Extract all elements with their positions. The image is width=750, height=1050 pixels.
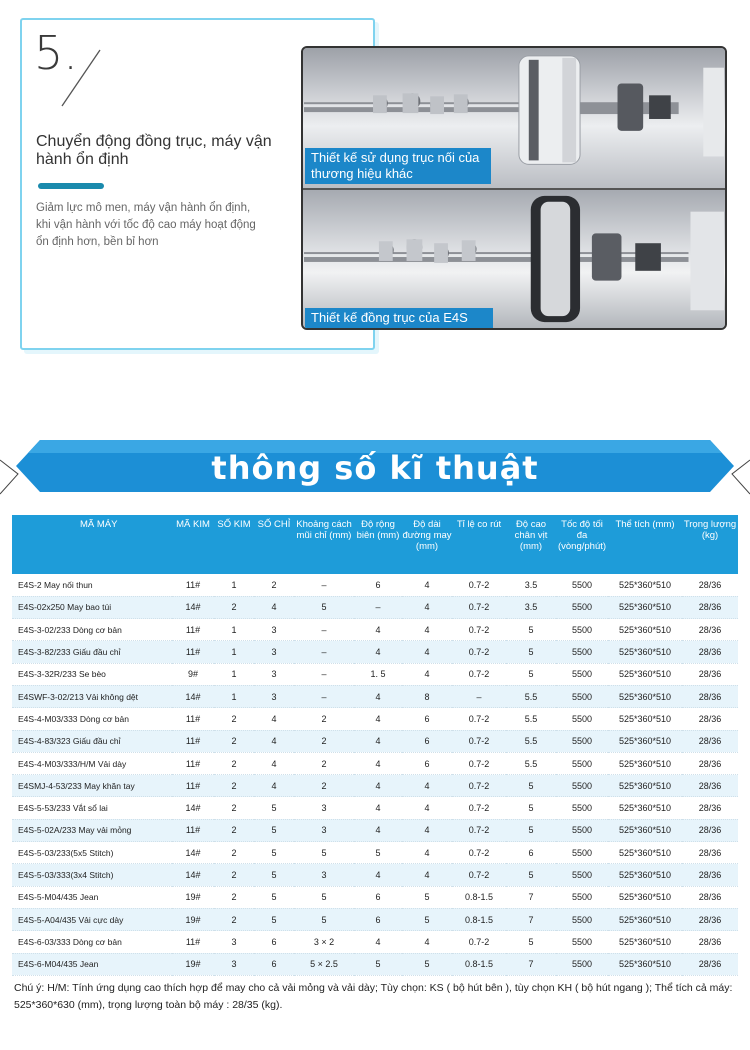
- table-cell: 5500: [556, 641, 608, 663]
- table-cell: 5: [506, 819, 556, 841]
- table-cell: 4: [354, 730, 402, 752]
- table-cell: 5: [294, 908, 354, 930]
- table-row: [12, 641, 738, 663]
- slash-decoration: [60, 48, 102, 108]
- table-cell: 4: [402, 596, 452, 618]
- table-cell: 3: [294, 797, 354, 819]
- table-cell: 525*360*510: [608, 752, 682, 774]
- table-cell: 5: [354, 953, 402, 975]
- table-cell: 28/36: [682, 730, 738, 752]
- table-row: [12, 619, 738, 641]
- table-cell: 6: [354, 908, 402, 930]
- table-cell: 6: [254, 953, 294, 975]
- table-cell: 28/36: [682, 953, 738, 975]
- table-cell: 2: [214, 797, 254, 819]
- header-weight: Trọng lượng (kg): [682, 515, 738, 574]
- table-cell: 9#: [172, 663, 214, 685]
- table-cell: 0.7-2: [452, 819, 506, 841]
- table-cell: 1: [214, 574, 254, 596]
- table-header: [12, 515, 738, 574]
- table-cell: 525*360*510: [608, 797, 682, 819]
- footnote: Chú ý: H/M: Tính ứng dụng cao thích hợp để may cho cả vải mỏng và vải dày; Tùy chọn: KS ( bộ hút bên ), tùy chọn KH ( bộ hút ngang ); Thể tích cả máy: 525*360*630 (mm), trọng lượng toàn bộ máy : 28/35 (kg).: [14, 982, 733, 1011]
- table-cell: –: [294, 685, 354, 707]
- table-cell: 5: [294, 596, 354, 618]
- table-cell: 5500: [556, 775, 608, 797]
- header-presser-height: Độ cao chân vịt (mm): [506, 515, 556, 574]
- table-cell: 11#: [172, 619, 214, 641]
- table-cell: 19#: [172, 908, 214, 930]
- cell-model: E4S-3-32R/233 Se bèo: [12, 663, 172, 685]
- table-cell: 5: [254, 819, 294, 841]
- table-row: [12, 953, 738, 975]
- table-cell: 0.7-2: [452, 619, 506, 641]
- table-cell: 5: [506, 931, 556, 953]
- table-cell: 525*360*510: [608, 908, 682, 930]
- table-cell: 525*360*510: [608, 596, 682, 618]
- table-cell: 11#: [172, 708, 214, 730]
- table-cell: 14#: [172, 596, 214, 618]
- table-cell: 525*360*510: [608, 619, 682, 641]
- table-cell: 0.8-1.5: [452, 886, 506, 908]
- table-cell: 5500: [556, 842, 608, 864]
- table-cell: 7: [506, 953, 556, 975]
- table-cell: 14#: [172, 842, 214, 864]
- table-cell: 5: [506, 619, 556, 641]
- table-row: [12, 819, 738, 841]
- table-cell: 11#: [172, 819, 214, 841]
- table-cell: 2: [214, 819, 254, 841]
- table-cell: 7: [506, 908, 556, 930]
- table-cell: 5500: [556, 619, 608, 641]
- table-cell: 3: [254, 685, 294, 707]
- header-shrink-ratio: Tỉ lệ co rút: [452, 515, 506, 574]
- table-cell: 4: [402, 931, 452, 953]
- cell-model: E4S-4-M03/333/H/M Vải dày: [12, 752, 172, 774]
- table-cell: 6: [506, 842, 556, 864]
- table-cell: 4: [402, 619, 452, 641]
- table-cell: 4: [354, 752, 402, 774]
- table-body: [12, 574, 738, 975]
- table-cell: 5500: [556, 953, 608, 975]
- cell-model: E4S-5-03/233(5x5 Stitch): [12, 842, 172, 864]
- cell-model: E4SMJ-4-53/233 May khăn tay: [12, 775, 172, 797]
- table-cell: 19#: [172, 953, 214, 975]
- table-cell: 8: [402, 685, 452, 707]
- table-cell: 28/36: [682, 886, 738, 908]
- table-cell: 5: [506, 797, 556, 819]
- table-cell: 5: [254, 797, 294, 819]
- caption-e4s: Thiết kế đồng trục của E4S: [305, 308, 493, 328]
- table-cell: 4: [402, 775, 452, 797]
- table-cell: 6: [354, 574, 402, 596]
- table-cell: 0.7-2: [452, 752, 506, 774]
- table-row: [12, 886, 738, 908]
- cell-model: E4S-5-A04/435 Vải cực dày: [12, 908, 172, 930]
- table-row: [12, 864, 738, 886]
- table-cell: 28/36: [682, 908, 738, 930]
- table-cell: 4: [254, 730, 294, 752]
- table-cell: 5500: [556, 685, 608, 707]
- table-cell: 4: [254, 775, 294, 797]
- table-cell: 525*360*510: [608, 931, 682, 953]
- table-cell: 28/36: [682, 574, 738, 596]
- photo-divider: [303, 188, 725, 190]
- table-cell: 525*360*510: [608, 775, 682, 797]
- table-cell: 5: [402, 953, 452, 975]
- table-cell: 19#: [172, 886, 214, 908]
- table-cell: –: [294, 619, 354, 641]
- feature-title: Chuyển động đồng trục, máy vận hành ổn định: [36, 133, 272, 168]
- table-cell: 4: [354, 708, 402, 730]
- table-cell: 0.8-1.5: [452, 953, 506, 975]
- table-cell: 0.8-1.5: [452, 908, 506, 930]
- accent-bar: [38, 183, 104, 189]
- table-cell: 28/36: [682, 708, 738, 730]
- table-cell: 5500: [556, 663, 608, 685]
- cell-model: E4S-6-03/333 Dòng cơ bản: [12, 931, 172, 953]
- table-cell: 4: [354, 641, 402, 663]
- header-needle-code: MÃ KIM: [172, 515, 214, 574]
- table-cell: 28/36: [682, 752, 738, 774]
- table-cell: 4: [254, 708, 294, 730]
- table-cell: 525*360*510: [608, 641, 682, 663]
- table-cell: 5500: [556, 596, 608, 618]
- table-cell: 4: [254, 596, 294, 618]
- table-cell: 5.5: [506, 708, 556, 730]
- table-cell: 5: [254, 864, 294, 886]
- table-cell: 0.7-2: [452, 842, 506, 864]
- header-needle-count: SỐ KIM: [214, 515, 254, 574]
- table-cell: 28/36: [682, 797, 738, 819]
- table-cell: 0.7-2: [452, 641, 506, 663]
- table-cell: 525*360*510: [608, 730, 682, 752]
- table-cell: –: [354, 596, 402, 618]
- table-cell: 4: [354, 864, 402, 886]
- table-row: [12, 775, 738, 797]
- header-volume: Thể tích (mm): [608, 515, 682, 574]
- table-cell: 2: [214, 708, 254, 730]
- spec-table: [12, 515, 738, 976]
- cell-model: E4S-4-M03/333 Dòng cơ bản: [12, 708, 172, 730]
- cell-model: E4S-4-83/323 Giấu đầu chỉ: [12, 730, 172, 752]
- table-cell: 2: [254, 574, 294, 596]
- table-cell: 11#: [172, 775, 214, 797]
- table-cell: 4: [354, 685, 402, 707]
- table-cell: 3: [254, 663, 294, 685]
- table-cell: 6: [402, 708, 452, 730]
- table-row: [12, 574, 738, 596]
- table-cell: 6: [402, 730, 452, 752]
- table-cell: 4: [254, 752, 294, 774]
- table-cell: 4: [402, 574, 452, 596]
- cell-model: E4S-5-02A/233 May vải mỏng: [12, 819, 172, 841]
- table-cell: 3: [214, 953, 254, 975]
- table-row: [12, 908, 738, 930]
- cell-model: E4S-02x250 May bao túi: [12, 596, 172, 618]
- shaft-comparison-photo: [301, 46, 727, 330]
- table-cell: 14#: [172, 685, 214, 707]
- table-cell: 1: [214, 641, 254, 663]
- table-cell: 28/36: [682, 931, 738, 953]
- table-cell: 525*360*510: [608, 663, 682, 685]
- spec-title: thông số kĩ thuật: [211, 449, 539, 487]
- header-stitch-gap: Khoảng cách mũi chỉ (mm): [294, 515, 354, 574]
- table-row: [12, 708, 738, 730]
- table-cell: 3: [294, 864, 354, 886]
- table-cell: 525*360*510: [608, 819, 682, 841]
- table-cell: 4: [354, 619, 402, 641]
- table-cell: 5500: [556, 797, 608, 819]
- table-cell: 5 × 2.5: [294, 953, 354, 975]
- table-cell: 525*360*510: [608, 864, 682, 886]
- table-cell: 3: [254, 641, 294, 663]
- table-cell: 2: [214, 864, 254, 886]
- table-cell: 11#: [172, 752, 214, 774]
- table-cell: 4: [402, 864, 452, 886]
- caption-other-brand: Thiết kế sử dụng trục nối của thương hiệu khác: [305, 148, 491, 184]
- table-cell: 5: [402, 886, 452, 908]
- table-cell: 2: [214, 886, 254, 908]
- table-cell: 11#: [172, 641, 214, 663]
- cell-model: E4S-5-53/233 Vắt sổ lai: [12, 797, 172, 819]
- table-cell: 3.5: [506, 574, 556, 596]
- table-cell: 5500: [556, 886, 608, 908]
- table-cell: 525*360*510: [608, 953, 682, 975]
- table-cell: 5500: [556, 819, 608, 841]
- table-row: [12, 730, 738, 752]
- table-row: [12, 797, 738, 819]
- table-cell: 6: [402, 752, 452, 774]
- table-cell: 28/36: [682, 819, 738, 841]
- table-cell: 2: [294, 775, 354, 797]
- table-cell: 5.5: [506, 752, 556, 774]
- table-cell: –: [294, 641, 354, 663]
- table-cell: 2: [214, 908, 254, 930]
- table-cell: 5500: [556, 931, 608, 953]
- table-cell: 0.7-2: [452, 574, 506, 596]
- table-cell: 5: [254, 842, 294, 864]
- table-cell: 11#: [172, 931, 214, 953]
- table-cell: 4: [402, 842, 452, 864]
- table-cell: 28/36: [682, 641, 738, 663]
- table-cell: 525*360*510: [608, 842, 682, 864]
- table-cell: 3: [254, 619, 294, 641]
- table-cell: 5500: [556, 752, 608, 774]
- table-cell: 1: [214, 685, 254, 707]
- table-cell: 4: [354, 775, 402, 797]
- table-cell: 6: [354, 886, 402, 908]
- table-cell: 2: [294, 752, 354, 774]
- table-cell: 5: [254, 908, 294, 930]
- table-cell: 0.7-2: [452, 864, 506, 886]
- table-row: [12, 931, 738, 953]
- table-cell: 28/36: [682, 864, 738, 886]
- table-cell: 2: [214, 752, 254, 774]
- table-cell: 2: [214, 775, 254, 797]
- table-cell: 525*360*510: [608, 574, 682, 596]
- cell-model: E4S-5-M04/435 Jean: [12, 886, 172, 908]
- table-cell: 5: [402, 908, 452, 930]
- table-cell: 525*360*510: [608, 685, 682, 707]
- table-cell: 5: [254, 886, 294, 908]
- table-cell: 3: [294, 819, 354, 841]
- table-cell: 3: [214, 931, 254, 953]
- header-thread-count: SỐ CHỈ: [254, 515, 294, 574]
- table-cell: 14#: [172, 864, 214, 886]
- table-cell: 5500: [556, 730, 608, 752]
- table-cell: 4: [402, 663, 452, 685]
- table-cell: 6: [254, 931, 294, 953]
- table-row: [12, 663, 738, 685]
- table-cell: 5: [294, 842, 354, 864]
- header-max-speed: Tốc độ tối đa (vòng/phút): [556, 515, 608, 574]
- table-cell: 5500: [556, 708, 608, 730]
- table-cell: 1. 5: [354, 663, 402, 685]
- table-cell: 4: [402, 819, 452, 841]
- cell-model: E4S-5-03/333(3x4 Stitch): [12, 864, 172, 886]
- cell-model: E4SWF-3-02/213 Vải không dệt: [12, 685, 172, 707]
- table-cell: 1: [214, 619, 254, 641]
- table-cell: –: [294, 663, 354, 685]
- table-cell: 5: [506, 775, 556, 797]
- table-cell: 14#: [172, 797, 214, 819]
- table-cell: 2: [214, 596, 254, 618]
- table-row: [12, 752, 738, 774]
- table-cell: 3 × 2: [294, 931, 354, 953]
- cell-model: E4S-6-M04/435 Jean: [12, 953, 172, 975]
- table-cell: 0.7-2: [452, 775, 506, 797]
- table-cell: 28/36: [682, 775, 738, 797]
- table-cell: 0.7-2: [452, 708, 506, 730]
- table-cell: 5: [294, 886, 354, 908]
- table-cell: 4: [402, 641, 452, 663]
- table-row: [12, 842, 738, 864]
- table-cell: –: [452, 685, 506, 707]
- table-cell: 5.5: [506, 685, 556, 707]
- table-cell: 5: [506, 663, 556, 685]
- table-cell: 28/36: [682, 663, 738, 685]
- table-cell: 3.5: [506, 596, 556, 618]
- table-cell: 2: [214, 842, 254, 864]
- table-cell: 0.7-2: [452, 730, 506, 752]
- table-row: [12, 596, 738, 618]
- table-cell: 0.7-2: [452, 596, 506, 618]
- table-cell: 5500: [556, 908, 608, 930]
- table-cell: 4: [354, 931, 402, 953]
- table-cell: 5: [506, 641, 556, 663]
- cell-model: E4S-2 May nối thun: [12, 574, 172, 596]
- table-cell: 525*360*510: [608, 708, 682, 730]
- table-cell: 2: [214, 730, 254, 752]
- table-cell: 5.5: [506, 730, 556, 752]
- header-edge-width: Độ rộng biên (mm): [354, 515, 402, 574]
- table-cell: 2: [294, 708, 354, 730]
- table-cell: 4: [402, 797, 452, 819]
- table-cell: 28/36: [682, 842, 738, 864]
- table-cell: 525*360*510: [608, 886, 682, 908]
- table-cell: 5500: [556, 864, 608, 886]
- table-cell: 11#: [172, 730, 214, 752]
- table-cell: 5: [354, 842, 402, 864]
- table-cell: –: [294, 574, 354, 596]
- table-cell: 0.7-2: [452, 797, 506, 819]
- table-cell: 7: [506, 886, 556, 908]
- table-cell: 2: [294, 730, 354, 752]
- table-cell: 4: [354, 819, 402, 841]
- table-cell: 4: [354, 797, 402, 819]
- step-number: 5.: [34, 26, 78, 80]
- table-cell: 5: [506, 864, 556, 886]
- table-cell: 28/36: [682, 685, 738, 707]
- table-cell: 28/36: [682, 596, 738, 618]
- cell-model: E4S-3-82/233 Giấu đầu chỉ: [12, 641, 172, 663]
- cell-model: E4S-3-02/233 Dòng cơ bản: [12, 619, 172, 641]
- feature-description: Giảm lực mô men, máy vận hành ổn định, khi vận hành với tốc độ cao máy hoạt động ổn định hơn, bền bỉ hơn: [36, 202, 256, 248]
- table-cell: 11#: [172, 574, 214, 596]
- table-cell: 5500: [556, 574, 608, 596]
- table-cell: 0.7-2: [452, 663, 506, 685]
- table-row: [12, 685, 738, 707]
- header-model: MÃ MÁY: [12, 515, 172, 574]
- table-cell: 28/36: [682, 619, 738, 641]
- header-stitch-length: Độ dài đường may (mm): [402, 515, 452, 574]
- table-cell: 1: [214, 663, 254, 685]
- table-cell: 0.7-2: [452, 931, 506, 953]
